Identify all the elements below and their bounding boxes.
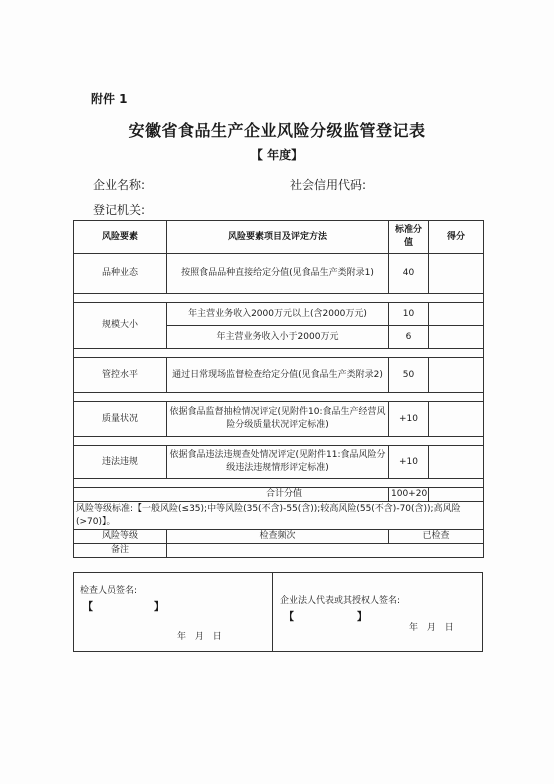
method-cell: 依据食品违法违规查处情况评定(见附件11:食品风险分级违法违规情形评定标准) [167,446,389,479]
remarks-label: 备注 [74,544,167,558]
inspector-signature-label: 检查人员签名: [80,586,138,596]
value-cell: 40 [389,254,429,294]
inspector-date: 年 月 日 [177,632,225,642]
legal-rep-signature-label: 企业法人代表或其授权人签名: [280,596,401,606]
factor-cell: 管控水平 [74,358,167,393]
score-cell[interactable] [429,446,484,479]
method-cell: 通过日常现场监督检查给定分值(见食品生产类附录2) [167,358,389,393]
company-name-field: 企业名称: [93,178,146,192]
score-cell[interactable] [429,254,484,294]
total-row [74,488,484,502]
score-cell[interactable] [429,402,484,437]
method-cell: 依据食品监督抽检情况评定(见附件10:食品生产经营风险分级质量状况评定标准) [167,402,389,437]
bracket-close: 】 [154,602,164,613]
value-cell: +10 [389,446,429,479]
inspection-frequency-label: 检查频次 [167,530,389,544]
table-row [74,254,484,294]
spacer-row [74,393,484,402]
header-row [74,221,484,254]
table-row [74,446,484,479]
header-method: 风险要素项目及评定方法 [167,221,389,254]
bracket-open: 【 [83,602,93,613]
attachment-label: 附件 1 [91,92,128,106]
spacer-row [74,294,484,303]
legal-rep-date: 年 月 日 [409,623,457,633]
factor-cell: 品种业态 [74,254,167,294]
grade-standard-text: 风险等级标准:【一般风险(≤35);中等风险(35(不含)-55(含));较高风险(55(不含)-70(含));高风险(>70)】。 [74,502,484,530]
credit-code-field: 社会信用代码: [290,178,367,192]
grade-standard-row [74,502,484,530]
value-cell: +10 [389,402,429,437]
year-line: 【 年度】 [250,148,304,162]
total-value: 100+20 [389,488,429,502]
score-cell[interactable] [429,326,484,349]
method-cell: 年主营业务收入2000万元以上(含2000万元) [167,303,389,326]
remarks-field[interactable] [167,544,484,558]
risk-level-label: 风险等级 [74,530,167,544]
spacer-row [74,437,484,446]
remarks-row [74,544,484,558]
method-cell: 按照食品品种直接给定分值(见食品生产类附录1) [167,254,389,294]
header-standard: 标准分值 [389,221,429,254]
spacer-row [74,479,484,488]
inspector-signature-box[interactable] [73,572,273,652]
registration-table [73,220,484,558]
value-cell: 6 [389,326,429,349]
score-cell[interactable] [429,358,484,393]
factor-cell: 规模大小 [74,303,167,349]
bracket-close: 】 [357,612,367,623]
bracket-open: 【 [284,612,294,623]
registration-authority-field: 登记机关: [93,203,146,217]
page-title: 安徽省食品生产企业风险分级监管登记表 [128,121,426,140]
risk-level-row [74,530,484,544]
value-cell: 50 [389,358,429,393]
legal-rep-signature-box[interactable] [272,572,483,652]
total-score-cell[interactable] [429,488,484,502]
total-label: 合计分值 [74,488,389,502]
score-cell[interactable] [429,303,484,326]
factor-cell: 违法违规 [74,446,167,479]
factor-cell: 质量状况 [74,402,167,437]
inspected-label: 已检查 [389,530,484,544]
spacer-row [74,349,484,358]
table-row [74,303,484,326]
header-score: 得分 [429,221,484,254]
method-cell: 年主营业务收入小于2000万元 [167,326,389,349]
value-cell: 10 [389,303,429,326]
table-row [74,358,484,393]
table-row [74,402,484,437]
header-factor: 风险要素 [74,221,167,254]
